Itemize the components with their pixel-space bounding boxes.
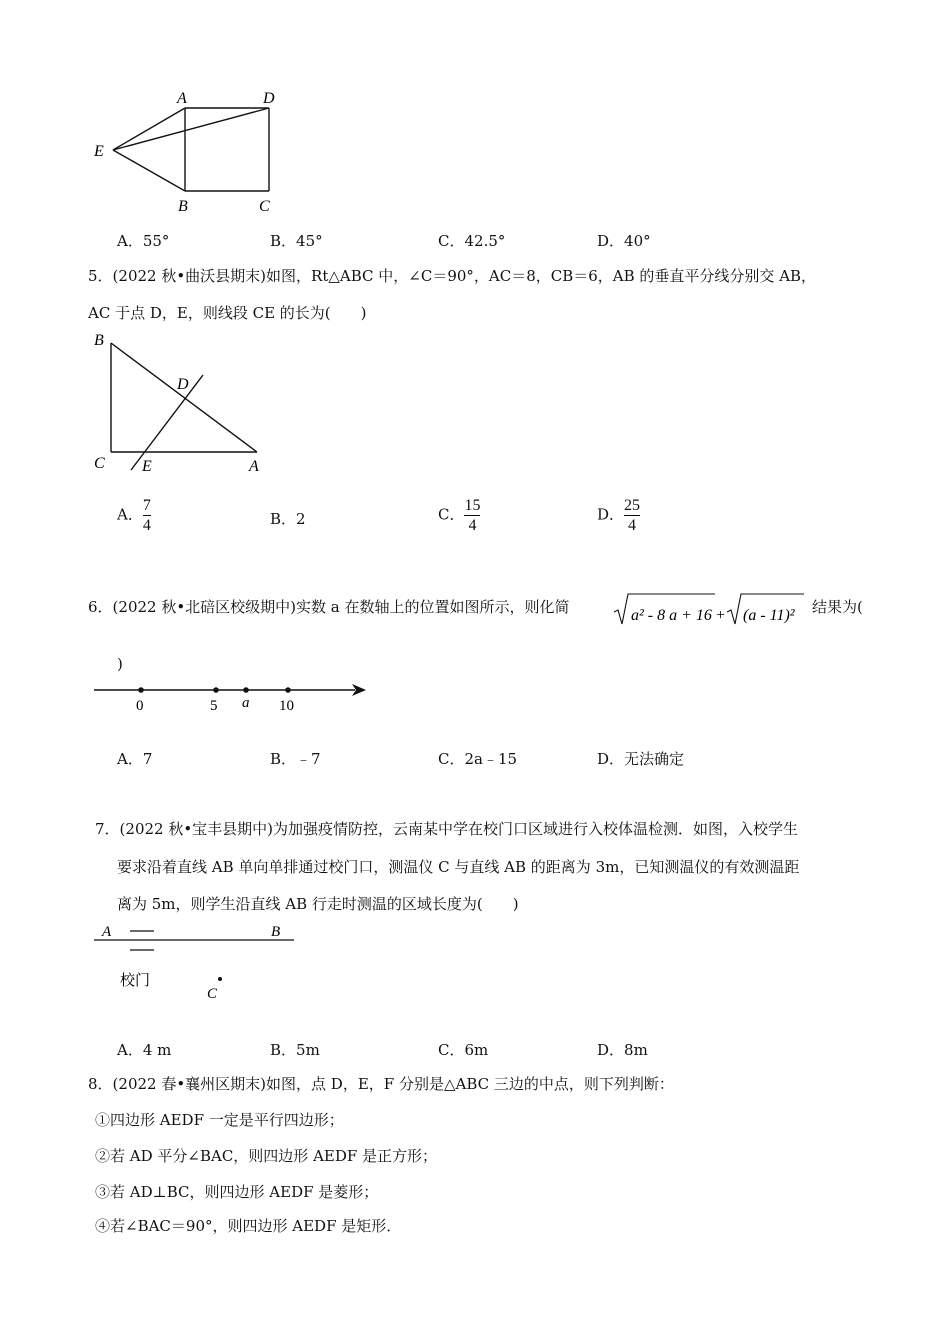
q6-choice-d: D．无法确定 [597,750,685,768]
q7-choice-c: C．6m [438,1041,489,1059]
q4-label-c: C [259,198,270,215]
q8-stem-line1: 8．(2022 春•襄州区期末)如图，点 D，E，F 分别是△ABC 三边的中点，则下列判断： [88,1075,674,1093]
q8-statement-1: ①四边形 AEDF 一定是平行四边形； [95,1111,344,1129]
q7-stem-line3: 离为 5m，则学生沿直线 AB 行走时测温的区域长度为( ) [117,895,519,913]
q5-choice-d-prefix: D． [597,505,625,524]
q6-point-0 [138,687,144,693]
q6-stem-after: 结果为( [812,598,863,616]
q6-tick-10: 10 [279,698,294,714]
q7-choice-a: A．4 m [117,1041,172,1059]
q5-choice-a-fraction [143,496,151,535]
q8-statement-4: ④若∠BAC＝90°，则四边形 AEDF 是矩形． [95,1217,402,1235]
q5-choice-c [438,496,480,535]
q6-radical1-content: a² - 8 a + 16 [631,607,712,624]
q7-figure [90,918,305,1008]
q5-choice-d [597,496,640,535]
q4-label-e: E [94,143,104,160]
q7-label-b: B [271,924,281,940]
q6-choice-b: B．﹣7 [270,750,321,768]
q5-label-a: A [249,458,259,475]
q6-number-line [90,678,375,718]
q5-choice-d-fraction [624,496,640,535]
q6-point-5 [213,687,219,693]
q7-choice-b: B．5m [270,1041,320,1059]
q5-stem-line2: AC 于点 D，E，则线段 CE 的长为( ) [88,304,367,322]
q7-choice-d: D．8m [597,1041,648,1059]
q6-point-10 [285,687,291,693]
q4-figure [85,85,295,215]
q5-figure [85,325,275,480]
q5-label-b: B [94,332,104,349]
q7-stem-line1: 7．(2022 秋•宝丰县期中)为加强疫情防控，云南某中学在校门口区域进行入校体温检测．如图，入校学生 [95,820,799,838]
q4-label-d: D [263,90,275,107]
q5-choice-d-denominator: 4 [628,517,637,534]
q5-choice-c-denominator: 4 [468,517,477,534]
q5-choice-d-numerator: 25 [624,497,641,514]
q7-point-c [218,977,222,981]
q5-label-e: E [142,458,152,475]
q6-tick-0: 0 [136,698,144,714]
q5-label-d: D [177,376,189,393]
q5-stem-line1: 5．(2022 秋•曲沃县期末)如图，Rt△ABC 中，∠C＝90°，AC＝8，CB＝6，AB 的垂直平分线分别交 AB， [88,267,817,285]
q4-choice-c: C．42.5° [438,232,506,250]
q8-statement-2: ②若 AD 平分∠BAC，则四边形 AEDF 是正方形； [95,1147,438,1165]
q6-stem-line1: 6．(2022 秋•北碚区校级期中)实数 a 在数轴上的位置如图所示，则化简 [88,598,570,616]
q5-choice-a-numerator: 7 [142,497,151,514]
q5-choice-a-denominator: 4 [142,517,151,534]
q7-label-a: A [102,924,112,940]
q4-label-a: A [177,90,187,107]
q5-choice-c-fraction [464,496,480,535]
q6-stem-line2: ) [117,655,123,673]
q4-label-b: B [178,198,188,215]
q6-choice-c: C．2a﹣15 [438,750,518,768]
q5-choice-a-prefix: A． [117,505,143,524]
q6-tick-a: a [242,695,250,711]
q6-radical2-content: (a - 11)² [743,607,795,624]
q6-choice-a: A．7 [117,750,153,768]
q5-label-c: C [94,455,105,472]
q5-choice-c-prefix: C． [438,505,465,524]
q4-choice-a: A．55° [117,232,170,250]
q7-label-gate: 校门 [120,973,151,989]
q7-stem-line2: 要求沿着直线 AB 单向单排通过校门口，测温仪 C 与直线 AB 的距离为 3m，已知测温仪的有效测温距 [117,858,800,876]
q6-tick-5: 5 [210,698,218,714]
q5-choice-b: B．2 [270,510,306,528]
q7-label-c: C [207,986,218,1002]
q4-choice-b: B．45° [270,232,323,250]
q4-choice-d: D．40° [597,232,651,250]
q5-choice-a [117,496,151,535]
q5-choice-c-numerator: 15 [464,497,481,514]
q6-point-a [243,687,249,693]
q6-plus-sign: + [716,607,726,624]
q6-radical-expression [612,590,812,630]
q8-statement-3: ③若 AD⊥BC，则四边形 AEDF 是菱形； [95,1183,379,1201]
